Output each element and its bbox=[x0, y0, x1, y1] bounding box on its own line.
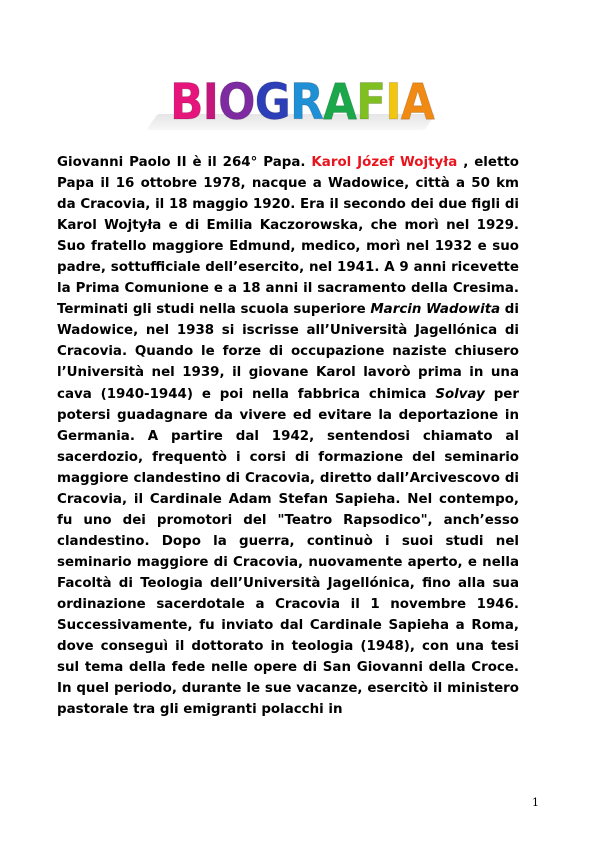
title-letter: B bbox=[170, 73, 203, 131]
school-name: Marcin Wadowita bbox=[370, 302, 501, 318]
title-letter: R bbox=[289, 73, 323, 131]
title-wordart bbox=[170, 73, 434, 131]
title-letter: F bbox=[356, 73, 386, 131]
title-letter: O bbox=[218, 73, 255, 131]
title-letter: I bbox=[202, 73, 219, 131]
text-segment-2: di Wadowice, nel 1938 si iscrisse all’Università Jagellónica di Cracovia. Quando le forze di occupazione naziste chiusero l’Università nel 1939, il giovane Karol lavorò prima in una cava (1940-1944) e poi nella fabbrica chimica bbox=[57, 302, 519, 402]
factory-name: Solvay bbox=[435, 386, 485, 402]
title-letter: A bbox=[322, 73, 357, 131]
biography-paragraph bbox=[57, 152, 519, 720]
title-letter: I bbox=[385, 73, 401, 131]
page-title bbox=[140, 74, 440, 138]
title-letter: G bbox=[254, 73, 290, 131]
text-intro: Giovanni Paolo II è il 264° Papa. bbox=[57, 155, 312, 170]
page-number: 1 bbox=[532, 796, 539, 809]
text-segment-1: , eletto Papa il 16 ottobre 1978, nacque a Wadowice, città a 50 km da Cracovia, il 18 maggio 1920. Era il secondo dei due figli di Karol Wojtyła e di Emilia Kaczorowska, che morì nel 1929. Suo fratello maggiore Edmund, medico, morì nel 1932 e suo padre, sottufficiale dell’esercito, nel 1941. A 9 anni ricevette la Prima Comunione e a 18 anni il sacramento della Cresima. Terminati gli studi nella scuola superiore bbox=[57, 155, 519, 318]
text-segment-3: per potersi guadagnare da vivere ed evitare la deportazione in Germania. A partire dal 1942, sentendosi chiamato al sacerdozio, frequentò i corsi di formazione del seminario maggiore clandestino di Cracovia, diretto dall’Arcivescovo di Cracovia, il Cardinale Adam Stefan Sapieha. Nel contempo, fu uno dei promotori del "Teatro Rapsodico", anch’esso clandestino. Dopo la guerra, continuò i suoi studi nel seminario maggiore di Cracovia, nuovamente aperto, e nella Facoltà di Teologia dell’Università Jagellónica, fino alla sua ordinazione sacerdotale a Cracovia il 1 novembre 1946. Successivamente, fu inviato dal Cardinale Sapieha a Roma, dove conseguì il dottorato in teologia (1948), con una tesi sul tema della fede nelle opere di San Giovanni della Croce. In quel periodo, durante le sue vacanze, esercitò il ministero pastorale tra gli emigranti polacchi in bbox=[57, 386, 519, 718]
title-letter: A bbox=[400, 73, 434, 131]
highlighted-name: Karol Józef Wojtyła bbox=[311, 155, 464, 170]
